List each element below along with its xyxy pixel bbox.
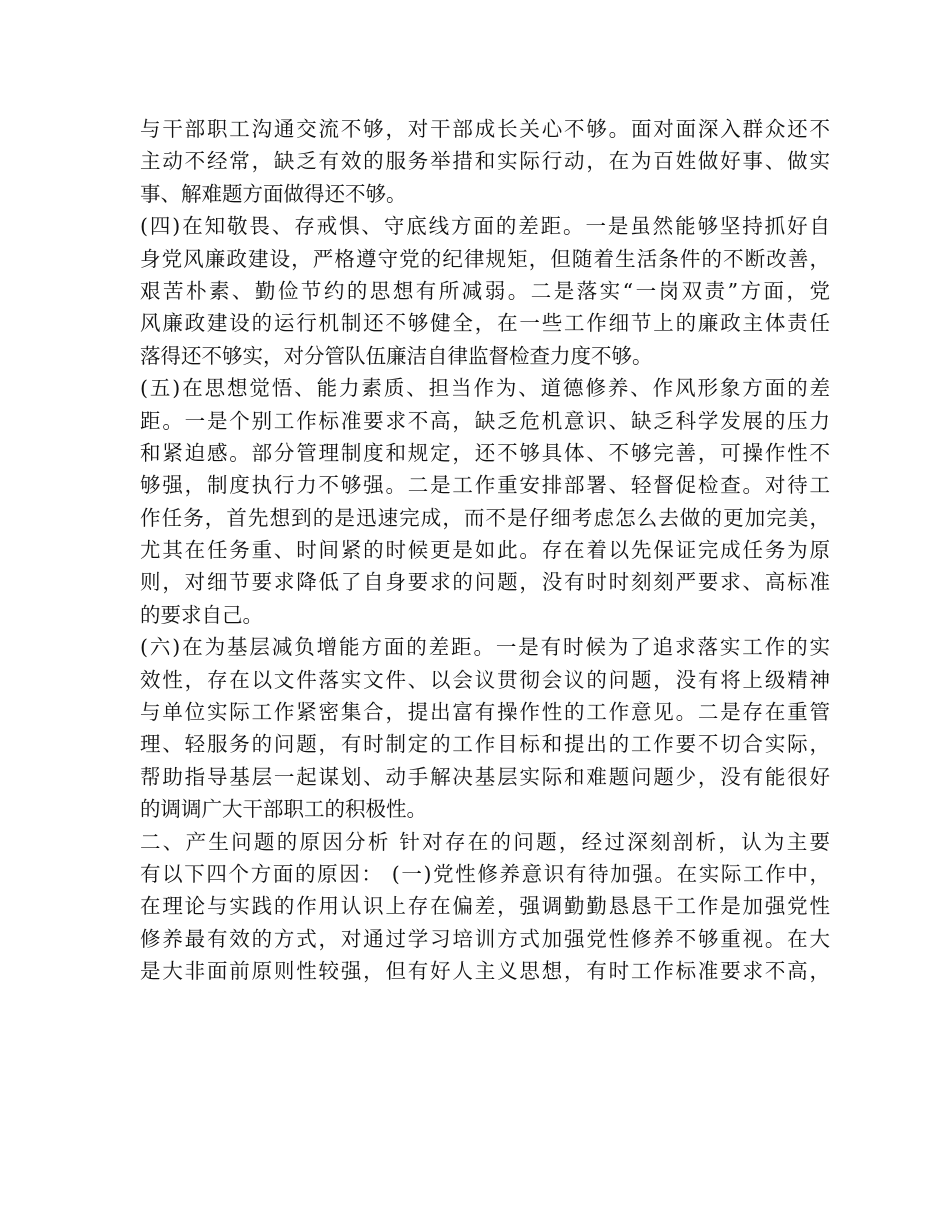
text-line: 艰苦朴素、勤俭节约的思想有所减弱。二是落实“一岗双责”方面，党 [140, 278, 830, 303]
text-line: 与单位实际工作紧密集合，提出富有操作性的工作意见。二是存在重管 [140, 700, 830, 725]
text-line: 在理论与实践的作用认识上存在偏差，强调勤勤恳恳干工作是加强党性 [140, 894, 830, 919]
text-line: 距。一是个别工作标准要求不高，缺乏危机意识、缺乏科学发展的压力 [140, 408, 830, 433]
text-line: 尤其在任务重、时间紧的时候更是如此。存在着以先保证完成任务为原 [140, 538, 830, 563]
text-line: 有以下四个方面的原因： (一)党性修养意识有待加强。在实际工作中， [140, 861, 830, 886]
text-line: 的调调广大干部职工的积极性。 [140, 797, 427, 822]
text-line: (四)在知敬畏、存戒惧、守底线方面的差距。一是虽然能够坚持抓好自 [140, 214, 830, 239]
body-text [140, 113, 830, 988]
text-line: 和紧迫感。部分管理制度和规定，还不够具体、不够完善，可操作性不 [140, 440, 830, 465]
text-line: 与干部职工沟通交流不够，对干部成长关心不够。面对面深入群众还不 [140, 117, 830, 141]
text-line: 帮助指导基层一起谋划、动手解决基层实际和难题问题少，没有能很好 [140, 764, 830, 789]
text-line: 理、轻服务的问题，有时制定的工作目标和提出的工作要不切合实际， [140, 732, 830, 757]
text-line: (六)在为基层减负增能方面的差距。一是有时候为了追求落实工作的实 [140, 635, 830, 660]
text-line: 二、产生问题的原因分析 针对存在的问题，经过深刻剖析，认为主要 [140, 829, 830, 854]
text-line: 风廉政建设的运行机制还不够健全，在一些工作细节上的廉政主体责任 [140, 311, 830, 336]
text-line: 身党风廉政建设，严格遵守党的纪律规矩，但随着生活条件的不断改善， [140, 246, 830, 271]
text-line: 则，对细节要求降低了自身要求的问题，没有时时刻刻严要求、高标准 [140, 570, 830, 595]
text-line: 够强，制度执行力不够强。二是工作重安排部署、轻督促检查。对待工 [140, 473, 830, 498]
text-line: 修养最有效的方式，对通过学习培训方式加强党性修养不够重视。在大 [140, 926, 830, 951]
text-line: 主动不经常，缺乏有效的服务举措和实际行动，在为百姓做好事、做实 [140, 149, 830, 174]
text-line: 效性，存在以文件落实文件、以会议贯彻会议的问题，没有将上级精神 [140, 667, 830, 692]
text-line: 落得还不够实，对分管队伍廉洁自律监督检查力度不够。 [140, 343, 653, 368]
text-line: (五)在思想觉悟、能力素质、担当作为、道德修养、作风形象方面的差 [140, 376, 830, 401]
text-line: 的要求自己。 [140, 602, 263, 627]
text-line: 是大非面前原则性较强，但有好人主义思想，有时工作标准要求不高， [140, 959, 830, 984]
text-line: 事、解难题方面做得还不够。 [140, 181, 407, 206]
text-line: 作任务，首先想到的是迅速完成，而不是仔细考虑怎么去做的更加完美， [140, 505, 830, 530]
